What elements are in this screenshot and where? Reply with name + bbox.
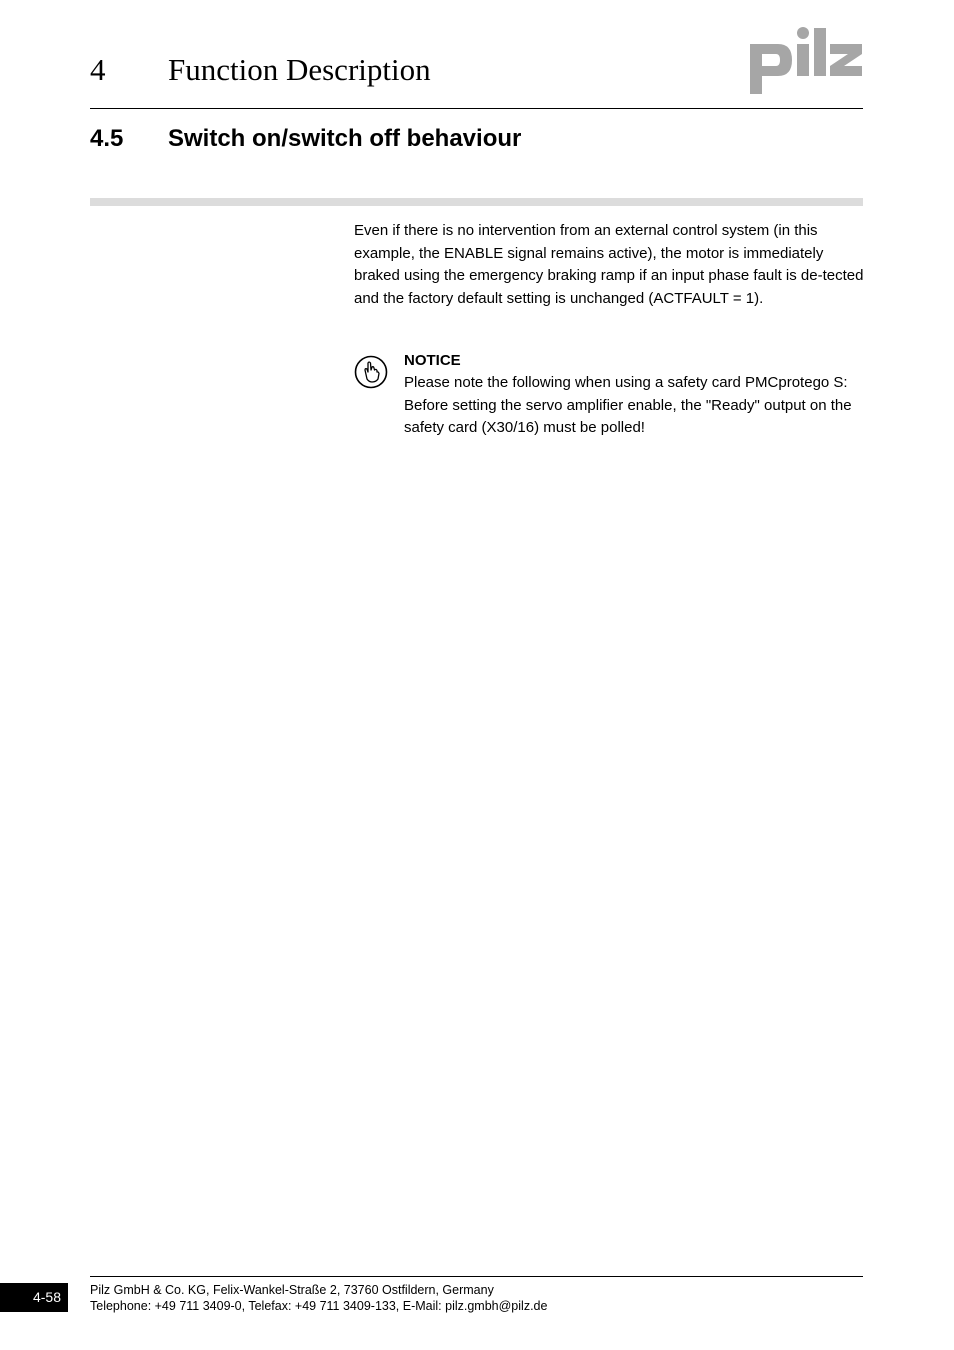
footer-address: Pilz GmbH & Co. KG, Felix-Wankel-Straße 2, 73760 Ostfildern, Germany bbox=[90, 1283, 494, 1297]
footer-contact: Telephone: +49 711 3409-0, Telefax: +49 711 3409-133, E-Mail: pilz.gmbh@pilz.de bbox=[90, 1299, 548, 1313]
footer-rule bbox=[90, 1276, 863, 1277]
section-number: 4.5 bbox=[90, 125, 124, 152]
chapter-title: Function Description bbox=[168, 52, 431, 87]
header-rule bbox=[90, 108, 863, 109]
section-divider-bar bbox=[90, 198, 863, 206]
pointing-hand-icon bbox=[354, 355, 388, 389]
page-number: 4-58 bbox=[0, 1283, 68, 1312]
chapter-number: 4 bbox=[90, 52, 106, 87]
notice-text: Please note the following when using a safety card PMCprotego S: Before setting the servo amplifier enable, the "Ready" output on the safety card (X30/16) must be polled! bbox=[404, 374, 852, 437]
pilz-logo bbox=[748, 26, 864, 96]
section-title: Switch on/switch off behaviour bbox=[168, 125, 522, 152]
body-paragraph: Even if there is no intervention from an external control system (in this example, the ENABLE signal remains active), the motor is immediately braked using the emergency braking ramp if an input phase fault is de-tected and the factory default setting is unchanged (ACTFAULT = 1). bbox=[354, 222, 864, 308]
notice-heading: NOTICE bbox=[404, 352, 461, 369]
